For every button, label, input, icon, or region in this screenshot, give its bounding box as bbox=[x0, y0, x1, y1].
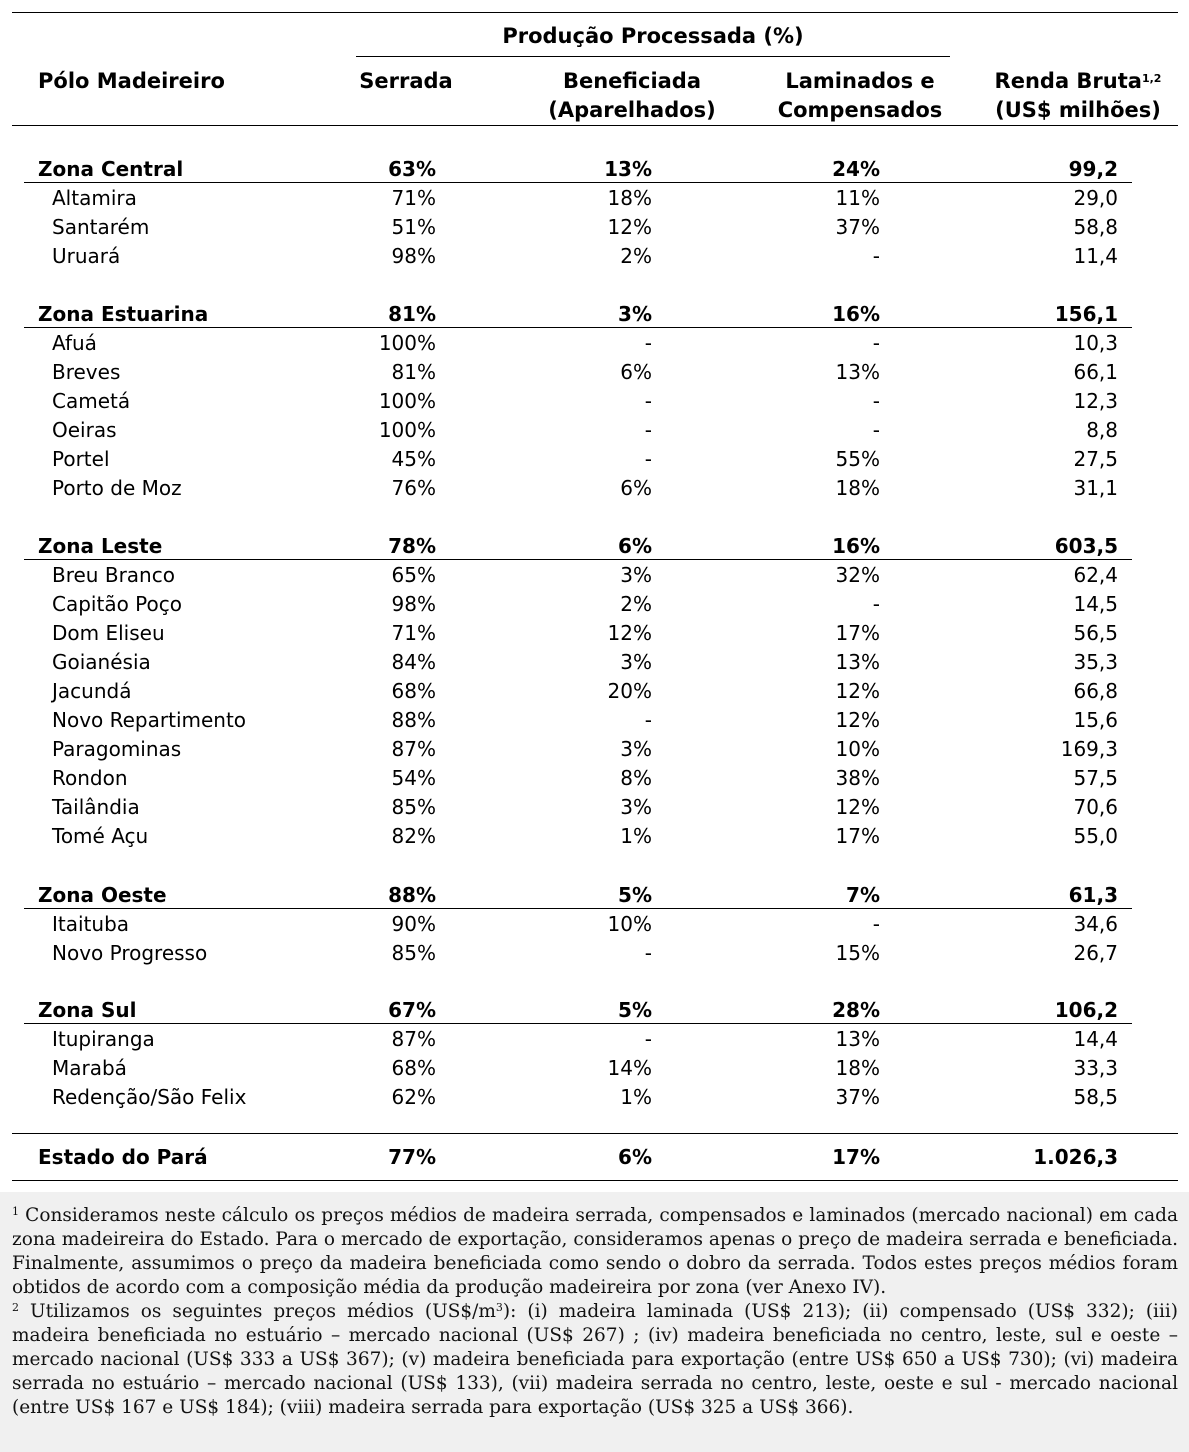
polo-benef: - bbox=[644, 447, 652, 471]
polo-benef: - bbox=[644, 331, 652, 355]
polo-name: Itaituba bbox=[52, 912, 130, 936]
footnote-1 bbox=[12, 1204, 1178, 1300]
zone-name: Zona Central bbox=[38, 157, 184, 181]
polo-name: Jacundá bbox=[52, 679, 132, 703]
polo-benef: 1% bbox=[620, 1085, 652, 1109]
zone-underline bbox=[24, 908, 1132, 909]
polo-benef: 10% bbox=[607, 912, 652, 936]
polo-renda: 55,0 bbox=[1073, 824, 1118, 848]
polo-benef: 14% bbox=[607, 1056, 652, 1080]
polo-serrada: 51% bbox=[391, 215, 436, 239]
footnotes bbox=[0, 1192, 1189, 1452]
polo-name: Dom Eliseu bbox=[52, 621, 165, 645]
zone-benef: 3% bbox=[618, 302, 652, 326]
polo-renda: 70,6 bbox=[1073, 795, 1118, 819]
zone-underline bbox=[24, 1023, 1132, 1024]
polo-name: Itupiranga bbox=[52, 1027, 155, 1051]
polo-name: Uruará bbox=[52, 244, 121, 268]
polo-name: Altamira bbox=[52, 186, 137, 210]
polo-benef: 2% bbox=[620, 244, 652, 268]
zone-serrada: 63% bbox=[388, 157, 436, 181]
polo-benef: - bbox=[644, 708, 652, 732]
group-header-rule bbox=[356, 56, 950, 57]
zone-lamin: 16% bbox=[832, 302, 880, 326]
polo-renda: 8,8 bbox=[1086, 418, 1118, 442]
zone-serrada: 67% bbox=[388, 998, 436, 1022]
polo-lamin: 13% bbox=[835, 650, 880, 674]
polo-serrada: 87% bbox=[391, 737, 436, 761]
polo-renda: 57,5 bbox=[1073, 766, 1118, 790]
zone-underline bbox=[24, 559, 1132, 560]
footnote-2-marker: 2 bbox=[12, 1301, 19, 1314]
polo-lamin: 11% bbox=[835, 186, 880, 210]
polo-serrada: 100% bbox=[378, 389, 436, 413]
col-header-renda bbox=[978, 67, 1178, 96]
polo-lamin: 17% bbox=[835, 621, 880, 645]
polo-benef: 1% bbox=[620, 824, 652, 848]
polo-name: Santarém bbox=[52, 215, 150, 239]
col-header-beneficiada: Beneficiada bbox=[562, 69, 702, 93]
polo-lamin: 37% bbox=[835, 1085, 880, 1109]
polo-lamin: 15% bbox=[835, 941, 880, 965]
polo-renda: 31,1 bbox=[1073, 476, 1118, 500]
col-header-serrada: Serrada bbox=[359, 69, 453, 93]
polo-serrada: 65% bbox=[391, 563, 436, 587]
polo-name: Novo Repartimento bbox=[52, 708, 247, 732]
col-header-laminados: Laminados e bbox=[785, 69, 935, 93]
polo-name: Breves bbox=[52, 360, 121, 384]
zone-benef: 13% bbox=[604, 157, 652, 181]
col-header-renda-footnote: 1,2 bbox=[1141, 72, 1162, 85]
polo-lamin: 18% bbox=[835, 1056, 880, 1080]
footnote-1-marker: 1 bbox=[12, 1205, 19, 1218]
zone-name: Zona Estuarina bbox=[38, 302, 209, 326]
polo-lamin: 12% bbox=[835, 679, 880, 703]
polo-renda: 11,4 bbox=[1073, 244, 1118, 268]
polo-serrada: 85% bbox=[391, 795, 436, 819]
polo-serrada: 88% bbox=[391, 708, 436, 732]
polo-serrada: 54% bbox=[391, 766, 436, 790]
polo-benef: 3% bbox=[620, 737, 652, 761]
zone-lamin: 28% bbox=[832, 998, 880, 1022]
zone-serrada: 88% bbox=[388, 883, 436, 907]
polo-serrada: 98% bbox=[391, 592, 436, 616]
zone-benef: 6% bbox=[618, 534, 652, 558]
polo-name: Rondon bbox=[52, 766, 128, 790]
polo-name: Portel bbox=[52, 447, 110, 471]
polo-serrada: 98% bbox=[391, 244, 436, 268]
polo-lamin: - bbox=[872, 331, 880, 355]
polo-lamin: - bbox=[872, 592, 880, 616]
polo-renda: 14,5 bbox=[1073, 592, 1118, 616]
polo-lamin: 10% bbox=[835, 737, 880, 761]
polo-lamin: 13% bbox=[835, 360, 880, 384]
polo-benef: 12% bbox=[607, 621, 652, 645]
total-top-rule bbox=[12, 1133, 1178, 1134]
zone-benef: 5% bbox=[618, 998, 652, 1022]
zone-renda: 156,1 bbox=[1054, 302, 1118, 326]
zone-serrada: 78% bbox=[388, 534, 436, 558]
polo-lamin: - bbox=[872, 418, 880, 442]
total-renda: 1.026,3 bbox=[1033, 1145, 1118, 1169]
polo-serrada: 71% bbox=[391, 621, 436, 645]
polo-renda: 15,6 bbox=[1073, 708, 1118, 732]
header-bottom-rule bbox=[12, 125, 1178, 126]
polo-lamin: 12% bbox=[835, 795, 880, 819]
zone-name: Zona Oeste bbox=[38, 883, 167, 907]
polo-lamin: 18% bbox=[835, 476, 880, 500]
polo-benef: 6% bbox=[620, 476, 652, 500]
polo-lamin: 12% bbox=[835, 708, 880, 732]
zone-underline bbox=[24, 327, 1132, 328]
zone-lamin: 16% bbox=[832, 534, 880, 558]
polo-lamin: - bbox=[872, 389, 880, 413]
polo-lamin: 55% bbox=[835, 447, 880, 471]
polo-renda: 35,3 bbox=[1073, 650, 1118, 674]
total-laminados: 17% bbox=[832, 1145, 880, 1169]
polo-name: Cametá bbox=[52, 389, 131, 413]
polo-lamin: 32% bbox=[835, 563, 880, 587]
footnote-1-text: Consideramos neste cálculo os preços médios de madeira serrada, compensados e laminados (mercado nacional) em cada zona madeireira do Estado. Para o mercado de exportação, consideramos apenas o preço de madeira serrada e beneficiada. Finalmente, assumimos o preço da madeira beneficiada como sendo o dobro da serrada. Todos estes preços médios foram obtidos de acordo com a composição média da produção madeireira por zona (ver Anexo IV). bbox=[12, 1205, 1178, 1298]
polo-lamin: 17% bbox=[835, 824, 880, 848]
polo-renda: 26,7 bbox=[1073, 941, 1118, 965]
polo-renda: 29,0 bbox=[1073, 186, 1118, 210]
polo-serrada: 62% bbox=[391, 1085, 436, 1109]
zone-renda: 61,3 bbox=[1068, 883, 1118, 907]
polo-lamin: - bbox=[872, 244, 880, 268]
polo-lamin: 38% bbox=[835, 766, 880, 790]
polo-lamin: 37% bbox=[835, 215, 880, 239]
polo-renda: 66,8 bbox=[1073, 679, 1118, 703]
polo-name: Afuá bbox=[52, 331, 97, 355]
polo-lamin: - bbox=[872, 912, 880, 936]
total-bottom-rule bbox=[12, 1180, 1178, 1181]
polo-serrada: 71% bbox=[391, 186, 436, 210]
total-beneficiada: 6% bbox=[618, 1145, 652, 1169]
table-top-rule bbox=[12, 12, 1178, 13]
group-header-label: Produção Processada (%) bbox=[502, 24, 804, 48]
polo-renda: 62,4 bbox=[1073, 563, 1118, 587]
polo-serrada: 45% bbox=[391, 447, 436, 471]
polo-benef: 8% bbox=[620, 766, 652, 790]
polo-serrada: 84% bbox=[391, 650, 436, 674]
polo-name: Paragominas bbox=[52, 737, 182, 761]
total-name: Estado do Pará bbox=[38, 1145, 208, 1169]
polo-name: Porto de Moz bbox=[52, 476, 182, 500]
polo-benef: - bbox=[644, 418, 652, 442]
polo-benef: - bbox=[644, 941, 652, 965]
col-header-polo: Pólo Madeireiro bbox=[38, 69, 225, 93]
polo-name: Breu Branco bbox=[52, 563, 175, 587]
col-header-laminados-sub: Compensados bbox=[777, 98, 943, 122]
polo-renda: 33,3 bbox=[1073, 1056, 1118, 1080]
polo-benef: 18% bbox=[607, 186, 652, 210]
polo-name: Goianésia bbox=[52, 650, 151, 674]
zone-renda: 99,2 bbox=[1068, 157, 1118, 181]
polo-benef: 2% bbox=[620, 592, 652, 616]
col-header-beneficiada-sub: (Aparelhados) bbox=[548, 98, 716, 122]
polo-name: Marabá bbox=[52, 1056, 127, 1080]
polo-renda: 66,1 bbox=[1073, 360, 1118, 384]
polo-renda: 169,3 bbox=[1060, 737, 1118, 761]
zone-renda: 603,5 bbox=[1054, 534, 1118, 558]
total-serrada: 77% bbox=[388, 1145, 436, 1169]
polo-serrada: 82% bbox=[391, 824, 436, 848]
zone-lamin: 24% bbox=[832, 157, 880, 181]
col-header-renda-label: Renda Bruta bbox=[994, 69, 1142, 93]
zone-underline bbox=[24, 182, 1132, 183]
polo-name: Oeiras bbox=[52, 418, 117, 442]
polo-serrada: 85% bbox=[391, 941, 436, 965]
polo-name: Capitão Poço bbox=[52, 592, 182, 616]
col-header-renda-sub: (US$ milhões) bbox=[995, 98, 1161, 122]
polo-renda: 10,3 bbox=[1073, 331, 1118, 355]
polo-benef: - bbox=[644, 389, 652, 413]
polo-benef: 3% bbox=[620, 650, 652, 674]
polo-renda: 58,5 bbox=[1073, 1085, 1118, 1109]
footnote-2-unit-sup: 3 bbox=[495, 1301, 503, 1314]
polo-benef: 3% bbox=[620, 563, 652, 587]
footnote-2 bbox=[12, 1300, 1178, 1420]
polo-renda: 14,4 bbox=[1073, 1027, 1118, 1051]
zone-benef: 5% bbox=[618, 883, 652, 907]
polo-benef: 3% bbox=[620, 795, 652, 819]
footnote-2-text-a: Utilizamos os seguintes preços médios (US$/m bbox=[19, 1301, 496, 1322]
polo-benef: 20% bbox=[607, 679, 652, 703]
polo-serrada: 68% bbox=[391, 679, 436, 703]
polo-renda: 34,6 bbox=[1073, 912, 1118, 936]
polo-benef: 12% bbox=[607, 215, 652, 239]
polo-serrada: 90% bbox=[391, 912, 436, 936]
polo-name: Redenção/São Felix bbox=[52, 1085, 247, 1109]
polo-serrada: 100% bbox=[378, 331, 436, 355]
polo-renda: 12,3 bbox=[1073, 389, 1118, 413]
polo-name: Tomé Açu bbox=[52, 824, 149, 848]
polo-serrada: 68% bbox=[391, 1056, 436, 1080]
polo-name: Novo Progresso bbox=[52, 941, 208, 965]
zone-serrada: 81% bbox=[388, 302, 436, 326]
footnote-2-text-b: ): (i) madeira laminada (US$ 213); (ii) compensado (US$ 332); (iii) madeira beneficiada no estuário – mercado nacional (US$ 267) ; (iv) madeira beneficiada no centro, leste, sul e oeste – mercado nacional (US$ 333 a US$ 367); (v) madeira beneficiada para exportação (entre US$ 650 a US$ 730); (vi) madeira serrada no estuário – mercado nacional (US$ 133), (vii) madeira serrada no centro, leste, oeste e sul - mercado nacional (entre US$ 167 e US$ 184); (viii) madeira serrada para exportação (US$ 325 a US$ 366). bbox=[12, 1301, 1179, 1418]
polo-benef: 6% bbox=[620, 360, 652, 384]
polo-serrada: 81% bbox=[391, 360, 436, 384]
polo-serrada: 76% bbox=[391, 476, 436, 500]
polo-renda: 56,5 bbox=[1073, 621, 1118, 645]
polo-benef: - bbox=[644, 1027, 652, 1051]
zone-name: Zona Sul bbox=[38, 998, 137, 1022]
polo-renda: 58,8 bbox=[1073, 215, 1118, 239]
zone-lamin: 7% bbox=[846, 883, 880, 907]
polo-serrada: 87% bbox=[391, 1027, 436, 1051]
zone-renda: 106,2 bbox=[1054, 998, 1118, 1022]
polo-lamin: 13% bbox=[835, 1027, 880, 1051]
polo-renda: 27,5 bbox=[1073, 447, 1118, 471]
zone-name: Zona Leste bbox=[38, 534, 163, 558]
polo-serrada: 100% bbox=[378, 418, 436, 442]
polo-name: Tailândia bbox=[52, 795, 140, 819]
